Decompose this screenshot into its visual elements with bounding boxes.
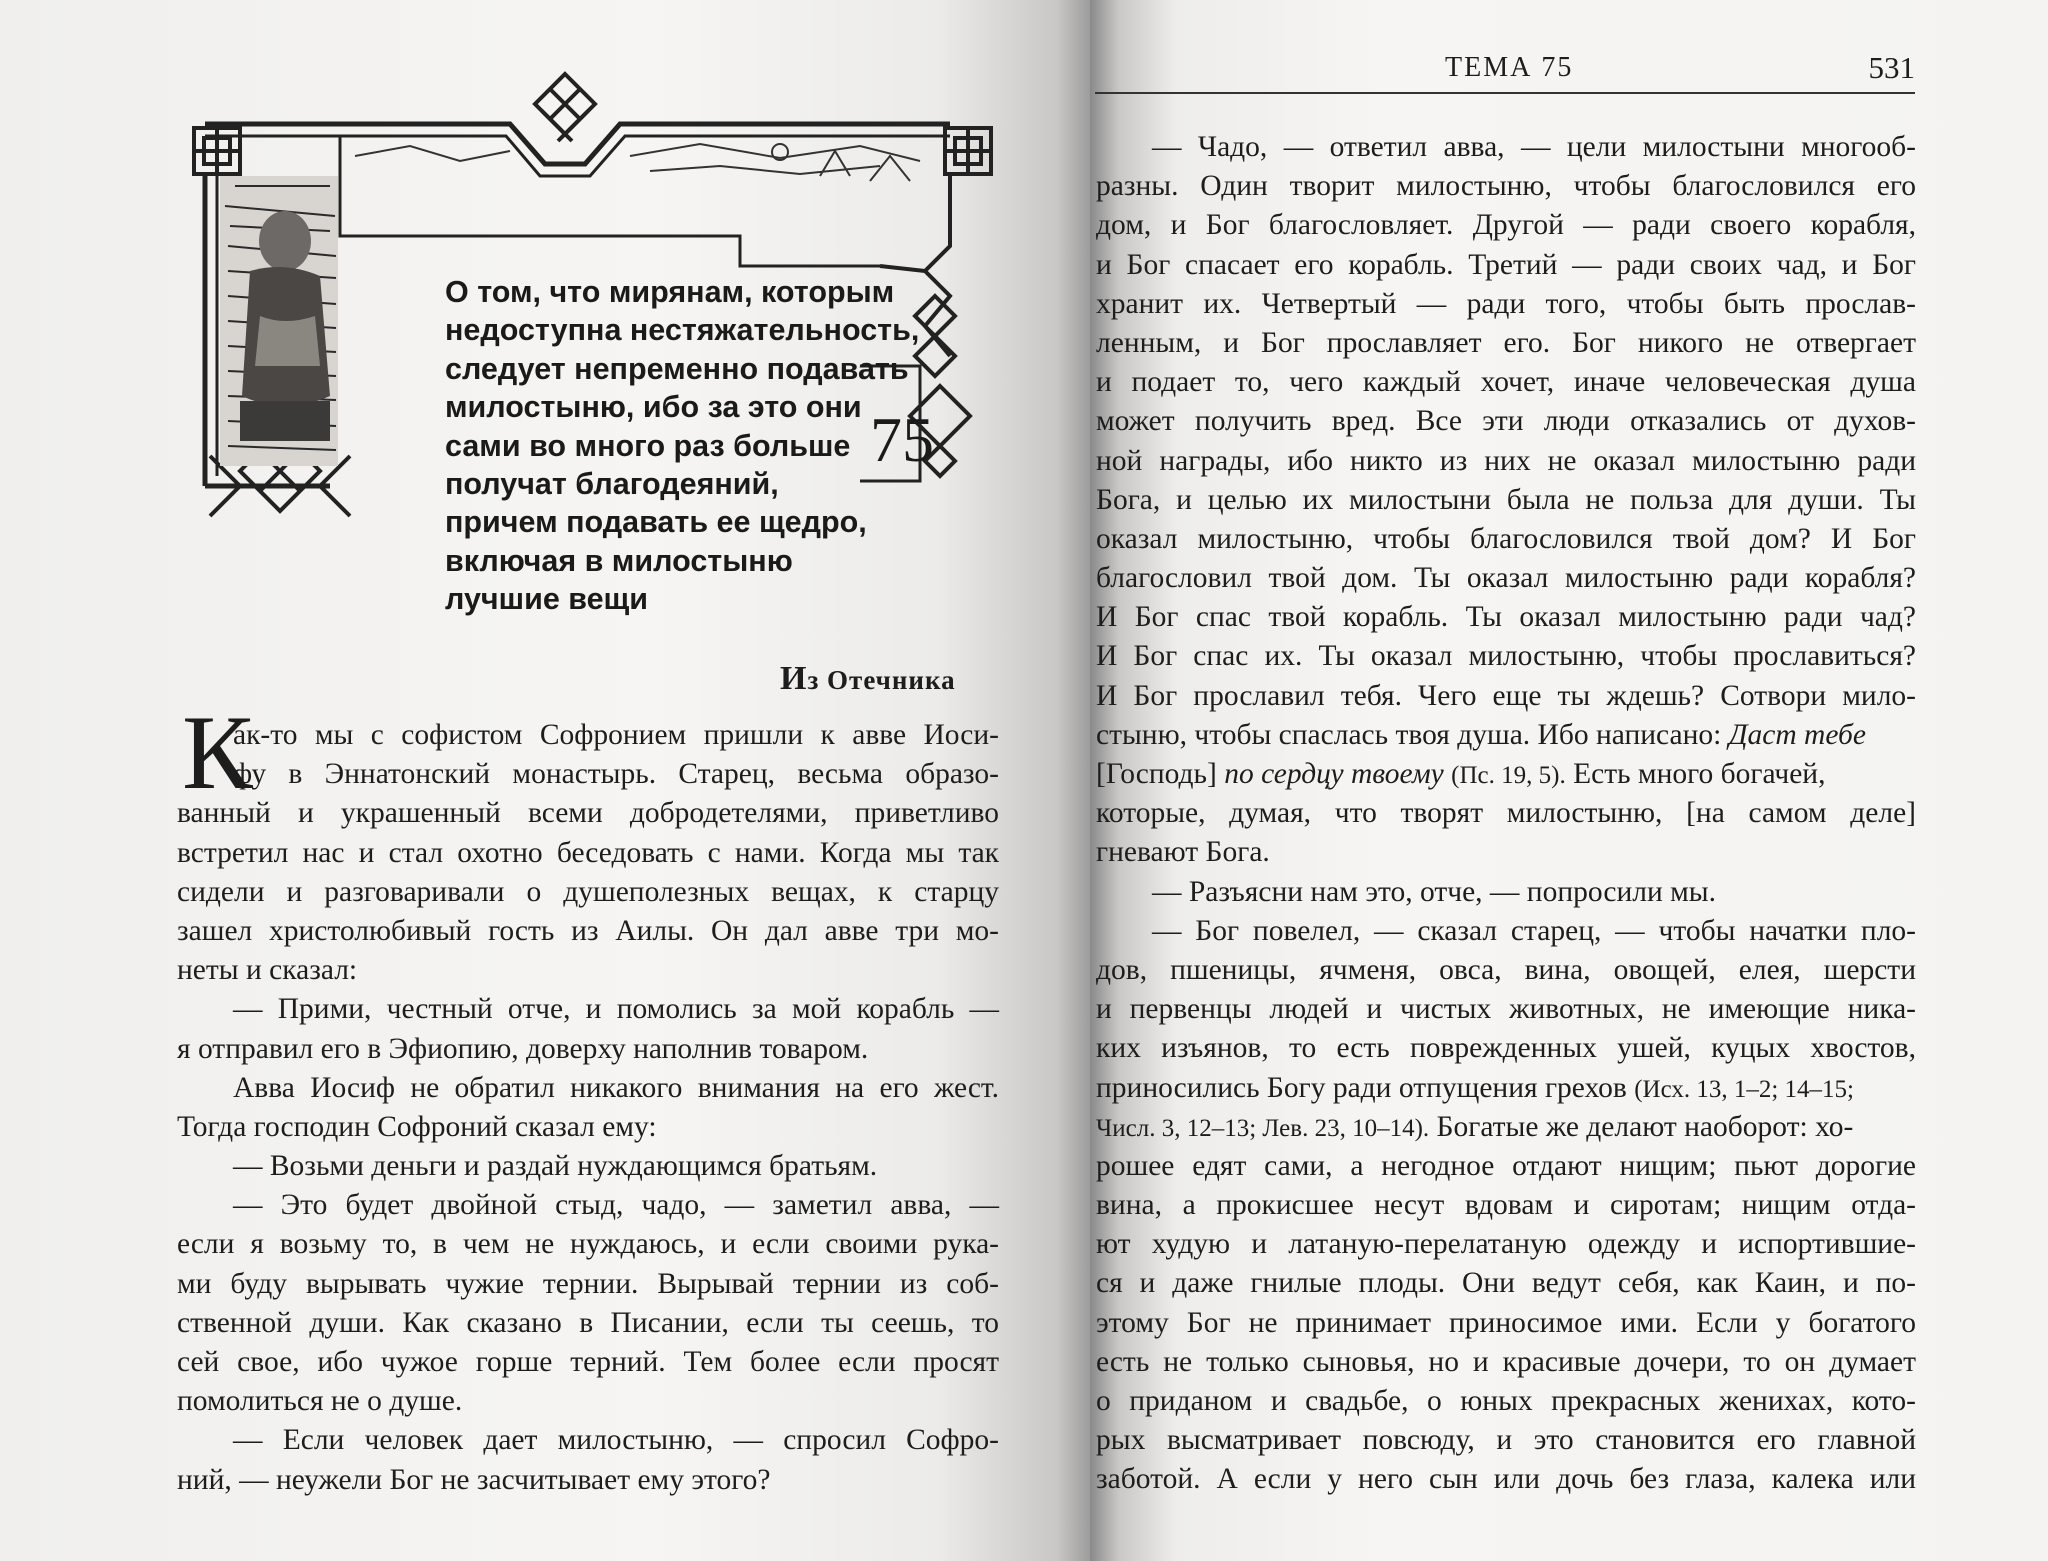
source-title-cap: И <box>780 660 808 697</box>
text-line: ся и даже гнилые плоды. Они ведут себя, как Каин, и по- <box>1096 1267 1916 1300</box>
source-title <box>780 660 956 698</box>
chapter-heading <box>445 273 965 619</box>
text-line: ют худую и латаную-перелатаную одежду и испортившие- <box>1096 1228 1916 1261</box>
text-line: ми буду вырывать чужие тернии. Вырывай тернии из соб- <box>177 1267 999 1300</box>
text-line: — Прими, честный отче, и помолись за мой корабль — <box>233 993 999 1026</box>
heading-line: недоступна нестяжательность, <box>445 313 920 348</box>
right-knot-icon <box>945 128 991 174</box>
text-line <box>1096 1069 1916 1108</box>
text-line: рых высматривает повсюду, и это становится его главной <box>1096 1424 1916 1457</box>
text-segment: Богатые же делают наоборот: хо- <box>1429 1110 1854 1143</box>
text-line: этому Бог не принимает приносимое ими. Если у богатого <box>1096 1306 1916 1339</box>
text-line: о приданом и свадьбе, о юных прекрасных женихах, кото- <box>1096 1385 1916 1417</box>
text-line: которые, думая, что творят милостыню, [на самом деле] <box>1096 797 1916 830</box>
text-line: ленным, и Бог прославляет его. Бог никого не отвергает <box>1096 326 1916 359</box>
text-line: встретил нас и стал охотно беседовать с нами. Когда мы так <box>177 836 999 869</box>
left-body-text <box>177 716 999 1500</box>
text-line: заботой. А если у него сын или дочь без глаза, калека или <box>1096 1463 1916 1496</box>
text-line: я отправил его в Эфиопию, доверху наполнив товаром. <box>177 1032 869 1065</box>
text-line: Авва Иосиф не обратил никакого внимания на его жест. <box>233 1071 999 1104</box>
page-number: 531 <box>1868 50 1915 85</box>
running-head <box>1095 52 1915 94</box>
scripture-ref: Числ. 3, 12–13; Лев. 23, 10–14). <box>1096 1114 1430 1142</box>
text-line: — Чадо, — ответил авва, — цели милостыни многооб- <box>1152 131 1916 163</box>
text-line: ких изъянов, то есть поврежденных ушей, куцых хвостов, <box>1096 1032 1916 1065</box>
drop-cap: К <box>182 694 253 811</box>
text-line: — Если человек дает милостыню, — спросил Софро- <box>233 1424 999 1457</box>
text-line: ванный и украшенный всеми добродетелями, приветливо <box>177 797 999 830</box>
heading-line: включая в милостыню <box>445 543 793 578</box>
text-line: ак-то мы с софистом Софронием пришли к авве Иоси- <box>233 719 999 751</box>
landscape-strip <box>355 144 920 181</box>
text-line: фу в Эннатонский монастырь. Старец, весьма образо- <box>233 758 999 791</box>
text-line: сей свое, ибо чужое горше терний. Тем более если просят <box>177 1346 999 1378</box>
scripture-ref: (Пс. 19, 5). <box>1451 762 1566 789</box>
text-line: гневают Бога. <box>1096 836 1270 869</box>
text-line: благословил твой дом. Ты оказал милостыню ради корабля? <box>1096 562 1916 595</box>
top-knot-icon <box>535 74 595 141</box>
text-line: и подает то, чего каждый хочет, иначе человеческая душа <box>1096 366 1916 399</box>
text-segment: Есть много богачей, <box>1565 758 1826 790</box>
heading-line: получат благодеяний, <box>445 467 779 502</box>
text-line: — Бог повелел, — сказал старец, — чтобы начатки пло- <box>1152 914 1916 947</box>
chapter-number: 75 <box>870 404 934 475</box>
text-line: рошее едят сами, а негодное отдают нищим; пьют дорогие <box>1096 1149 1916 1182</box>
text-line <box>1096 1108 1916 1147</box>
source-title-rest: з Отечника <box>807 665 956 695</box>
text-line: зашел христолюбивый гость из Аилы. Он дал авве три мо- <box>177 914 999 947</box>
text-line: — Возьми деньги и раздай нуждающимся братьям. <box>233 1150 878 1183</box>
text-line: дов, пшеницы, ячменя, овса, вина, овощей, елея, шерсти <box>1096 953 1916 986</box>
text-line: дом, и Бог благословляет. Другой — ради своего корабля, <box>1096 209 1916 242</box>
text-line: может получить вред. Все эти люди отказались от духов- <box>1096 405 1916 438</box>
heading-line: милостыню, ибо за это они <box>445 390 862 425</box>
text-segment: стыню, чтобы спаслась твоя душа. Ибо написано: <box>1096 718 1729 751</box>
text-line: И Бог спас их. Ты оказал милостыню, чтобы прославиться? <box>1096 640 1916 673</box>
text-line: И Бог спас твой корабль. Ты оказал милостыню ради чад? <box>1096 601 1916 634</box>
heading-line: следует непременно подавать <box>445 351 909 386</box>
text-line <box>1096 755 1916 794</box>
text-line: разны. Один творит милостыню, чтобы благословился его <box>1096 170 1916 203</box>
heading-line: причем подавать ее щедро, <box>445 505 867 540</box>
text-line: — Разъясни нам это, отче, — попросили мы. <box>1152 875 1716 908</box>
text-line: и первенцы людей и чистых животных, не имеющие ника- <box>1096 993 1916 1026</box>
running-title: ТЕМА 75 <box>1445 52 1574 83</box>
text-line: помолиться не о душе. <box>177 1385 463 1418</box>
text-line: хранит их. Четвертый — ради того, чтобы быть прослав- <box>1096 287 1916 320</box>
quote-italic: Даст тебе <box>1728 718 1866 751</box>
heading-line: О том, что мирянам, которым <box>445 275 895 309</box>
text-line: оказал милостыню, чтобы благословился твой дом? И Бог <box>1096 522 1916 555</box>
text-segment: [Господь] <box>1096 758 1225 790</box>
text-line: есть не только сыновья, но и красивые дочери, то он думает <box>1096 1345 1916 1378</box>
text-line: если я возьму то, в чем не нуждаюсь, и если своими рука- <box>177 1228 999 1261</box>
text-line: ний, — неужели Бог не засчитывает ему этого? <box>177 1463 771 1496</box>
text-line: и Бог спасает его корабль. Третий — ради своих чад, и Бог <box>1096 248 1916 281</box>
text-line: Тогда господин Софроний сказал ему: <box>177 1110 657 1143</box>
right-body-text <box>1096 128 1916 1500</box>
text-line: ной награды, ибо никто из них не оказал милостыню ради <box>1096 444 1916 477</box>
text-line: неты и сказал: <box>177 954 358 987</box>
quote-italic: по сердцу твоему <box>1224 758 1444 790</box>
text-segment: приносились Богу ради отпущения грехов <box>1096 1071 1635 1104</box>
text-line: вина, а прокисшее несут вдовам и сиротам; нищим отда- <box>1096 1189 1916 1222</box>
text-line: ственной души. Как сказано в Писании, если ты сеешь, то <box>177 1306 999 1339</box>
text-line: И Бог прославил тебя. Чего еще ты ждешь? Сотвори мило- <box>1096 679 1916 712</box>
text-line: сидели и разговаривали о душеполезных вещах, к старцу <box>177 875 999 908</box>
monk-figure-icon <box>220 176 338 466</box>
heading-line: сами во много раз больше <box>445 428 851 463</box>
text-line: Бога, и целью их милостыни была не польза для души. Ты <box>1096 483 1916 516</box>
text-line: — Это будет двойной стыд, чадо, — заметил авва, — <box>233 1189 999 1222</box>
text-line <box>1096 716 1916 755</box>
heading-line: лучшие вещи <box>445 582 649 617</box>
scripture-ref: (Исх. 13, 1–2; 14–15; <box>1634 1075 1854 1103</box>
